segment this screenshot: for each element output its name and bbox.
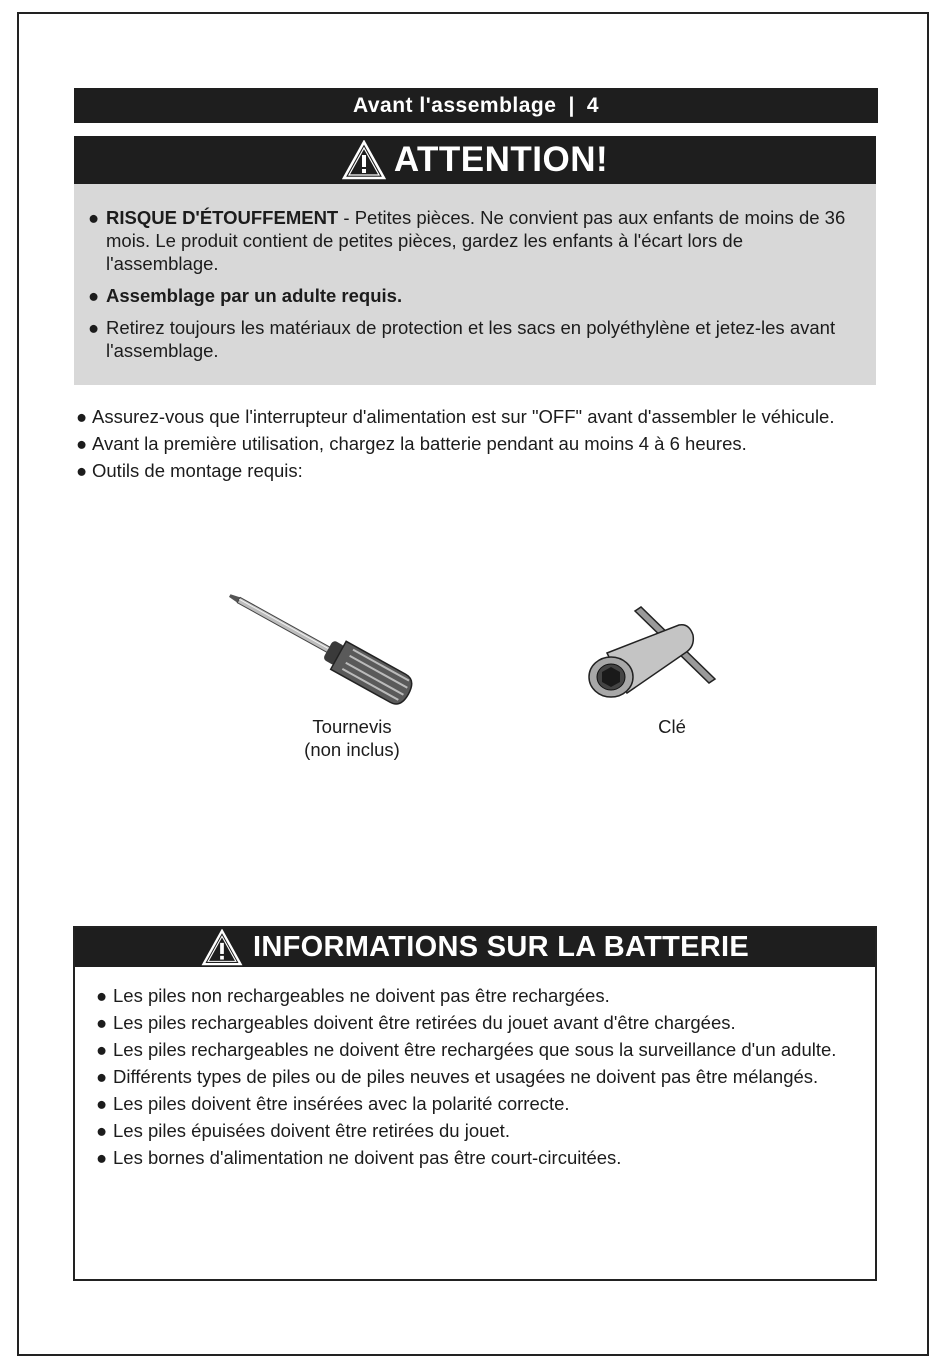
- battery-item: [96, 1146, 855, 1169]
- bullet: ●: [96, 1012, 108, 1033]
- instruction-text: Assurez-vous que l'interrupteur d'alimentation est sur "OFF" avant d'assembler le véhicule.: [92, 406, 835, 427]
- attention-item-bold: Assemblage par un adulte requis.: [106, 285, 403, 306]
- screwdriver-caption: [262, 715, 442, 761]
- battery-item: [96, 1119, 855, 1142]
- instruction-text: Outils de montage requis:: [92, 460, 303, 481]
- warning-triangle-icon: [201, 929, 243, 966]
- bullet: ●: [88, 285, 100, 306]
- battery-info-box: [73, 926, 877, 1281]
- battery-item-text: Les bornes d'alimentation ne doivent pas être court-circuitées.: [113, 1147, 622, 1168]
- battery-list: [75, 967, 875, 1169]
- battery-item: [96, 1011, 855, 1034]
- bullet: ●: [96, 1039, 108, 1060]
- instruction-item: [76, 459, 891, 482]
- battery-item-text: Les piles rechargeables doivent être retirées du jouet avant d'être chargées.: [113, 1012, 736, 1033]
- attention-item: [88, 206, 856, 275]
- battery-item-text: Les piles non rechargeables ne doivent pas être rechargées.: [113, 985, 610, 1006]
- battery-item-text: Les piles rechargeables ne doivent être rechargées que sous la surveillance d'un adulte.: [113, 1039, 837, 1060]
- battery-item: [96, 1092, 855, 1115]
- screwdriver-icon: [225, 590, 430, 705]
- attention-header: [74, 136, 876, 184]
- wrench-label: Clé: [658, 716, 686, 737]
- battery-item-text: Différents types de piles ou de piles neuves et usagées ne doivent pas être mélangés.: [113, 1066, 819, 1087]
- page-number: 4: [586, 93, 600, 117]
- instruction-item: [76, 432, 891, 455]
- attention-title: ATTENTION!: [393, 140, 609, 179]
- bullet: ●: [96, 985, 108, 1006]
- attention-list: [74, 184, 876, 362]
- bullet: ●: [96, 1093, 108, 1114]
- screwdriver-label: Tournevis: [312, 716, 392, 737]
- bullet: ●: [88, 317, 100, 338]
- battery-item: [96, 1038, 855, 1061]
- battery-item: [96, 1065, 855, 1088]
- battery-header: [75, 928, 875, 967]
- attention-item: [88, 284, 856, 307]
- battery-item-text: Les piles épuisées doivent être retirées du jouet.: [113, 1120, 510, 1141]
- attention-item-text: - Petites pièces. Ne convient pas aux enfants de moins de 36 mois. Le produit contient de petites pièces, gardez les enfants à l'écart lors de l'assemblage.: [106, 207, 846, 274]
- attention-item-bold: RISQUE D'ÉTOUFFEMENT: [106, 207, 339, 228]
- bullet: ●: [96, 1120, 108, 1141]
- socket-wrench-icon: [585, 605, 725, 705]
- battery-title: INFORMATIONS SUR LA BATTERIE: [252, 931, 749, 963]
- battery-item-text: Les piles doivent être insérées avec la polarité correcte.: [113, 1093, 570, 1114]
- bullet: ●: [76, 460, 88, 481]
- battery-item: [96, 984, 855, 1007]
- warning-triangle-icon: [342, 140, 386, 180]
- instruction-item: [76, 405, 891, 428]
- bullet: ●: [76, 406, 88, 427]
- section-header: [74, 88, 878, 123]
- bullet: ●: [96, 1066, 108, 1087]
- attention-item-text: Retirez toujours les matériaux de protection et les sacs en polyéthylène et jetez-les avant l'assemblage.: [106, 317, 836, 361]
- attention-item: [88, 316, 856, 362]
- bullet: ●: [76, 433, 88, 454]
- instruction-list: [76, 405, 891, 486]
- title-separator: |: [568, 93, 575, 117]
- wrench-caption: [612, 715, 732, 738]
- bullet: ●: [88, 207, 100, 228]
- section-title: Avant l'assemblage: [352, 93, 557, 117]
- attention-box: [74, 136, 876, 385]
- screwdriver-note: (non inclus): [304, 739, 400, 760]
- bullet: ●: [96, 1147, 108, 1168]
- instruction-text: Avant la première utilisation, chargez la batterie pendant au moins 4 à 6 heures.: [92, 433, 747, 454]
